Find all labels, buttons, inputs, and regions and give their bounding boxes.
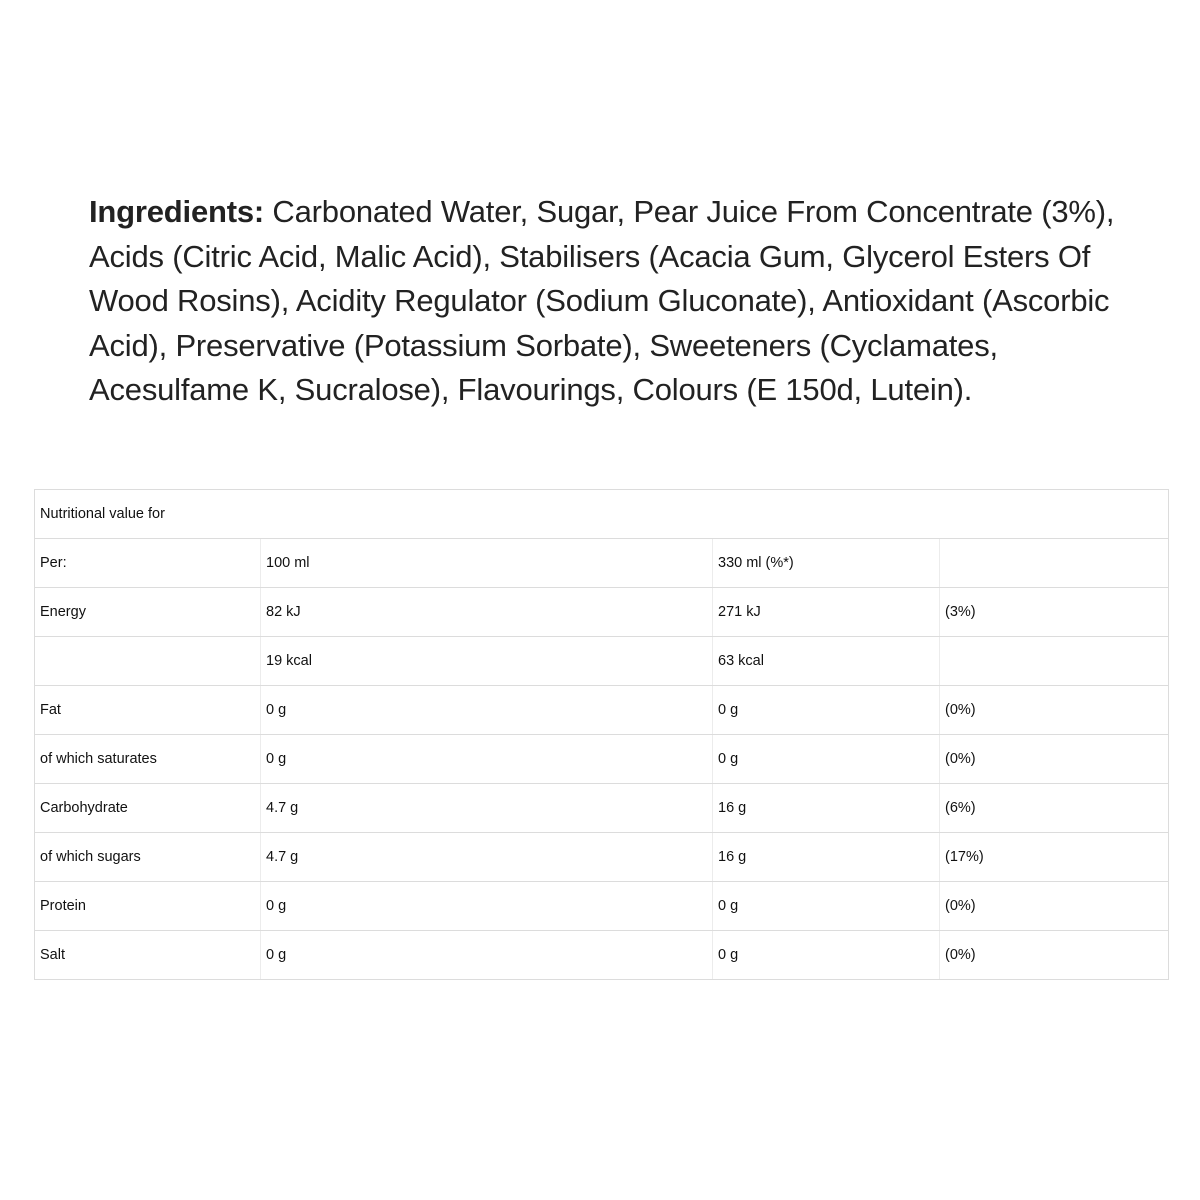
nutrient-name: of which saturates bbox=[35, 735, 261, 784]
value-per-100ml: 0 g bbox=[261, 931, 713, 980]
percent-ri bbox=[940, 637, 1169, 686]
percent-ri: (0%) bbox=[940, 686, 1169, 735]
value-per-330ml: 0 g bbox=[713, 882, 940, 931]
percent-ri bbox=[940, 539, 1169, 588]
nutrient-name: of which sugars bbox=[35, 833, 261, 882]
table-row bbox=[35, 833, 1169, 882]
ingredients-paragraph bbox=[89, 190, 1149, 413]
percent-ri: (0%) bbox=[940, 735, 1169, 784]
table-row bbox=[35, 588, 1169, 637]
value-per-330ml: 0 g bbox=[713, 735, 940, 784]
ingredients-label: Ingredients: bbox=[89, 194, 265, 229]
nutrition-header-row bbox=[35, 490, 1169, 539]
nutrient-name: Per: bbox=[35, 539, 261, 588]
percent-ri: (0%) bbox=[940, 882, 1169, 931]
nutrition-header: Nutritional value for bbox=[35, 490, 1169, 539]
table-row bbox=[35, 784, 1169, 833]
table-row bbox=[35, 735, 1169, 784]
value-per-100ml: 4.7 g bbox=[261, 833, 713, 882]
value-per-100ml: 82 kJ bbox=[261, 588, 713, 637]
nutrient-name: Energy bbox=[35, 588, 261, 637]
ingredients-text: Carbonated Water, Sugar, Pear Juice From Concentrate (3%), Acids (Citric Acid, Malic Acid), Stabilisers (Acacia Gum, Glycerol Esters Of Wood Rosins), Acidity Regulator (Sodium Gluconate), Antioxidant (Ascorbic Acid), Preservative (Potassium Sorbate), Sweeteners (Cyclamates, Acesulfame K, Sucralose), Flavourings, Colours (E 150d, Lutein). bbox=[89, 194, 1115, 408]
value-per-330ml: 330 ml (%*) bbox=[713, 539, 940, 588]
nutrient-name bbox=[35, 637, 261, 686]
table-row bbox=[35, 637, 1169, 686]
nutrient-name: Carbohydrate bbox=[35, 784, 261, 833]
nutrient-name: Salt bbox=[35, 931, 261, 980]
value-per-330ml: 0 g bbox=[713, 931, 940, 980]
value-per-330ml: 16 g bbox=[713, 833, 940, 882]
nutrient-name: Fat bbox=[35, 686, 261, 735]
nutrient-name: Protein bbox=[35, 882, 261, 931]
nutrition-table bbox=[34, 489, 1169, 980]
table-row bbox=[35, 931, 1169, 980]
value-per-330ml: 0 g bbox=[713, 686, 940, 735]
percent-ri: (17%) bbox=[940, 833, 1169, 882]
value-per-100ml: 19 kcal bbox=[261, 637, 713, 686]
value-per-100ml: 100 ml bbox=[261, 539, 713, 588]
percent-ri: (0%) bbox=[940, 931, 1169, 980]
table-row bbox=[35, 539, 1169, 588]
table-row bbox=[35, 882, 1169, 931]
value-per-100ml: 0 g bbox=[261, 735, 713, 784]
table-row bbox=[35, 686, 1169, 735]
percent-ri: (6%) bbox=[940, 784, 1169, 833]
value-per-100ml: 0 g bbox=[261, 686, 713, 735]
percent-ri: (3%) bbox=[940, 588, 1169, 637]
value-per-330ml: 63 kcal bbox=[713, 637, 940, 686]
value-per-100ml: 0 g bbox=[261, 882, 713, 931]
value-per-330ml: 16 g bbox=[713, 784, 940, 833]
value-per-100ml: 4.7 g bbox=[261, 784, 713, 833]
value-per-330ml: 271 kJ bbox=[713, 588, 940, 637]
